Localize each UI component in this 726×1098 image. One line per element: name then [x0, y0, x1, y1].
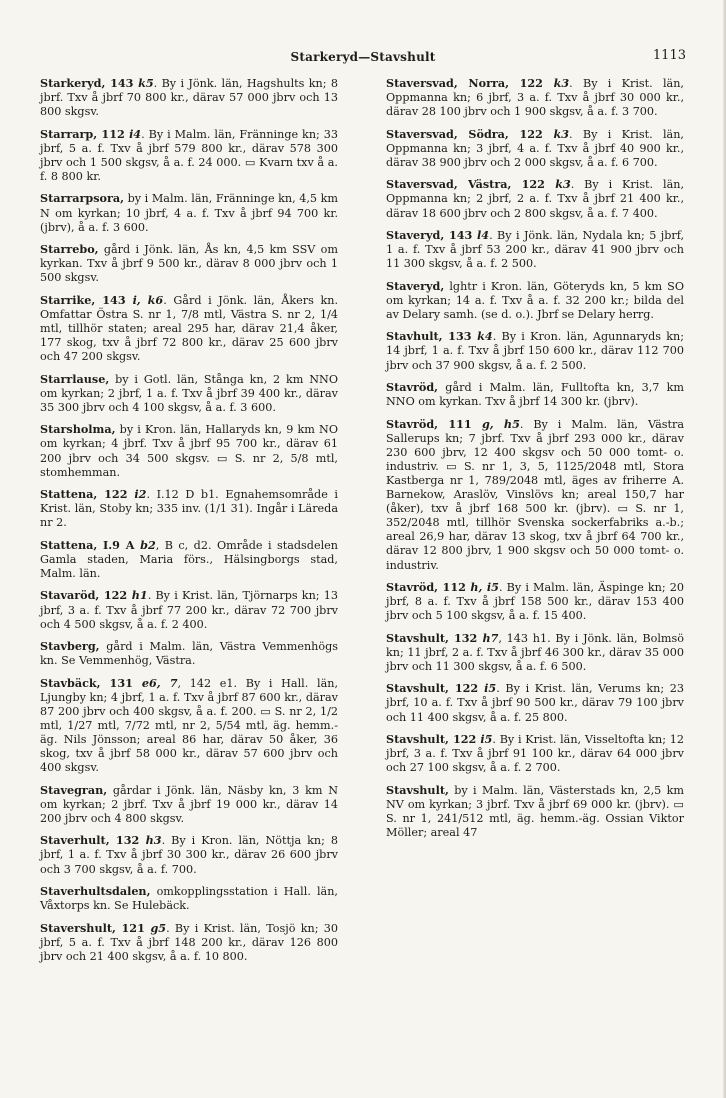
gazetteer-entry: [386, 127, 684, 170]
entry-headword: Staverhult, 132: [40, 833, 146, 848]
gazetteer-entry: [386, 631, 684, 674]
entry-map-ref: i5: [480, 732, 493, 747]
page-number: 1113: [652, 48, 686, 63]
entry-headword: Starkeryd, 143: [40, 76, 139, 90]
gazetteer-entry: [40, 676, 338, 776]
entry-map-ref: k4: [477, 329, 493, 344]
entry-headword: Stavshult,: [386, 782, 449, 797]
entry-headword: Staversvad, Norra, 122: [386, 76, 554, 90]
entry-text: . By i Krist. län, Tosjö kn; 30 jbrf, 5 a. f. Txv å jbrf 148 200 kr., därav 126 800 jbrv och 21 400 skgsv, å a. f. 10 800.: [40, 921, 339, 963]
entry-headword: Stavershult, 121: [40, 920, 151, 935]
entry-map-ref: i4: [129, 126, 142, 141]
entry-map-ref: h, i5: [470, 580, 499, 595]
entry-headword: Staversvad, Södra, 122: [386, 126, 554, 141]
gazetteer-entry: [40, 588, 338, 631]
entry-text: , B c, d2. Område i stadsdelen Gamla staden, Maria förs., Hälsingborgs stad, Malm. län.: [40, 538, 338, 580]
gazetteer-entry: [40, 191, 338, 234]
entry-text: . I.12 D b1. Egnahemsområde i Krist. län, Stoby kn; 335 inv. (1/1 31). Ingår i Läreda nr 2.: [40, 488, 338, 530]
gazetteer-entry: [386, 417, 684, 573]
left-column: [40, 76, 338, 971]
entry-map-ref: h3: [145, 833, 162, 848]
gazetteer-entry: [386, 76, 684, 119]
entry-text: by i Kron. län, Hallaryds kn, 9 km NO om kyrkan; 4 jbrf. Txv å jbrf 95 700 kr., därav 61 200 jbrv och 34 500 skgsv. ▭ S. nr 2, 5/8 mtl, stomhemman.: [40, 423, 338, 479]
gazetteer-entry: [386, 329, 684, 372]
entry-map-ref: l4: [477, 228, 490, 243]
gazetteer-entry: [40, 487, 338, 530]
gazetteer-entry: [386, 580, 684, 623]
gazetteer-entry: [40, 127, 338, 184]
entry-text: . By i Malm. län, Västra Sallerups kn; 7 jbrf. Txv å jbrf 293 000 kr., därav 230 600 jbrv, 12 400 skgsv och 50 000 tomt- o. industriv. ▭ S. nr 1, 3, 5, 1125/2048 mtl, Stora Kastberga nr 1, 789/2048 mtl, äges av friherre A. Barnekow, Araslöv, Vinslövs kn; areal 150,7 har (åker), txv å jbrf 168 500 kr. (jbrv). ▭ S. nr 1, 352/2048 mtl, tillhör Svenska sockerfabriks a.-b.; areal 26,9 har, därav 13 skog, txv å jbrf 64 700 kr., därav 12 800 jbrv, 1 900 skgsv och 50 000 tomt- o. industriv.: [386, 417, 685, 572]
gazetteer-entry: [386, 783, 684, 840]
entry-headword: Starrike, 143: [40, 292, 133, 307]
entry-headword: Stavshult, 132: [386, 630, 483, 645]
entry-text: by i Gotl. län, Stånga kn, 2 km NNO om kyrkan; 2 jbrf, 1 a. f. Txv å jbrf 39 400 kr., därav 35 300 jbrv och 4 100 skgsv, å a. f. 3 600.: [40, 372, 338, 414]
gazetteer-entry: [40, 884, 338, 913]
entry-text: . By i Krist. län, Oppmanna kn; 6 jbrf, 3 a. f. Txv å jbrf 30 000 kr., därav 28 100 jbrv och 1 900 skgsv, å a. f. 3 700.: [386, 77, 684, 119]
entry-headword: Stavberg,: [40, 639, 100, 654]
entry-text: . By i Krist. län, Oppmanna kn; 3 jbrf, 4 a. f. Txv å jbrf 40 900 kr., därav 38 900 jbrv och 2 000 skgsv, å a. f. 6 700.: [386, 127, 684, 169]
entry-text: . By i Krist. län, Visseltofta kn; 12 jbrf, 3 a. f. Txv å jbrf 91 100 kr., därav 64 000 jbrv och 27 100 skgsv, å a. f. 2 700.: [386, 733, 684, 775]
entry-map-ref: b2: [140, 537, 156, 552]
entry-headword: Stavaröd, 122: [40, 588, 132, 603]
gazetteer-entry: [40, 76, 338, 119]
entry-headword: Stavegran,: [40, 782, 108, 797]
entry-headword: Stavshult, 122: [386, 732, 481, 747]
entry-headword: Staveryd, 143: [386, 228, 478, 243]
entry-text: . By i Kron. län, Nöttja kn; 8 jbrf, 1 a. f. Txv å jbrf 30 300 kr., därav 26 600 jbrv och 3 700 skgsv, å a. f. 700.: [40, 834, 339, 876]
entry-map-ref: i5: [484, 681, 497, 696]
gazetteer-entry: [386, 279, 684, 322]
entry-text: , 143 h1. By i Jönk. län, Bolmsö kn; 11 jbrf, 2 a. f. Txv å jbrf 46 300 kr., därav 35 000 jbrv och 11 300 skgsv, å a. f. 6 500.: [386, 631, 684, 673]
entry-headword: Stavbäck, 131: [40, 675, 142, 690]
entry-map-ref: i2: [134, 487, 147, 502]
entry-text: . By i Krist. län, Oppmanna kn; 2 jbrf, 2 a. f. Txv å jbrf 21 400 kr., därav 18 600 jbrv och 2 800 skgsv, å a. f. 7 400.: [386, 178, 684, 220]
entry-text: gård i Jönk. län, Ås kn, 4,5 km SSV om kyrkan. Txv å jbrf 9 500 kr., därav 8 000 jbrv och 1 500 skgsv.: [40, 243, 338, 285]
gazetteer-entry: [40, 639, 338, 668]
gazetteer-entry: [40, 783, 338, 826]
running-head: Starkeryd—Stavshult: [290, 50, 436, 64]
entry-headword: Staversvad, Västra, 122: [386, 177, 556, 192]
entry-text: lghtr i Kron. län, Göteryds kn, 5 km SO om kyrkan; 14 a. f. Txv å a. f. 32 200 kr.; bilda del av Delary samh. (se d. o.). Jbrf se Delary herrg.: [386, 279, 684, 321]
entry-text: . Gård i Jönk. län, Åkers kn. Omfattar Östra S. nr 1, 7/8 mtl, Västra S. nr 2, 1/4 mtl, tillhör staten; areal 295 har, därav 21,4 åker, 177 skog, txv å jbrf 72 800 kr., därav 25 600 jbrv och 47 200 skgsv.: [40, 293, 339, 364]
entry-text: . By i Krist. län, Tjörnarps kn; 13 jbrf, 3 a. f. Txv å jbrf 77 200 kr., därav 72 700 jbrv och 4 500 skgsv, å a. f. 2 400.: [40, 589, 338, 631]
entry-headword: Starsholma,: [40, 422, 116, 437]
entry-text: . By i Malm. län, Äspinge kn; 20 jbrf, 8 a. f. Txv å jbrf 158 500 kr., därav 153 400 jbrv och 5 100 skgsv, å a. f. 15 400.: [386, 581, 685, 623]
gazetteer-entry: [386, 681, 684, 724]
gazetteer-entry: [40, 538, 338, 581]
entry-headword: Staverhultsdalen,: [40, 884, 151, 899]
entry-map-ref: g, h5: [481, 416, 520, 431]
entry-headword: Stavhult, 133: [386, 329, 478, 344]
entry-map-ref: g5: [150, 920, 167, 935]
entry-headword: Starrebo,: [40, 242, 99, 257]
entry-text: . By i Kron. län, Agunnaryds kn; 14 jbrf, 1 a. f. Txv å jbrf 150 600 kr., därav 112 700 jbrv och 37 900 skgsv, å a. f. 2 500.: [386, 330, 684, 372]
entry-text: . By i Jönk. län, Hagshults kn; 8 jbrf. Txv å jbrf 70 800 kr., därav 57 000 jbrv och 13 800 skgsv.: [40, 77, 338, 119]
gazetteer-entry: [40, 833, 338, 876]
entry-headword: Staveryd,: [386, 278, 445, 293]
entry-map-ref: i, k6: [132, 292, 164, 307]
gazetteer-entry: [386, 228, 684, 271]
entry-headword: Starrarpsora,: [40, 191, 125, 206]
gazetteer-entry: [40, 372, 338, 415]
entry-map-ref: k3: [553, 76, 570, 90]
entry-map-ref: h7: [482, 630, 499, 645]
entry-map-ref: h1: [131, 588, 148, 603]
gazetteer-entry: [40, 921, 338, 964]
entry-headword: Stattena, 122: [40, 487, 135, 502]
gazetteer-entry: [40, 422, 338, 479]
entry-headword: Stattena, I.9 A: [40, 537, 141, 552]
gazetteer-entry: [386, 177, 684, 220]
entry-text: . By i Jönk. län, Nydala kn; 5 jbrf, 1 a. f. Txv å jbrf 53 200 kr., därav 41 900 jbrv och 11 300 skgsv, å a. f. 2 500.: [386, 229, 685, 271]
entry-text: . By i Malm. län, Fränninge kn; 33 jbrf, 5 a. f. Txv å jbrf 579 800 kr., därav 578 300 jbrv och 1 500 skgsv, å a. f. 24 000. ▭ Kvarn txv å a. f. 8 800 kr.: [40, 127, 338, 183]
gazetteer-entry: [386, 380, 684, 409]
right-column: [386, 76, 684, 847]
entry-text: by i Malm. län, Västerstads kn, 2,5 km NV om kyrkan; 3 jbrf. Txv å jbrf 69 000 kr. (jbrv). ▭ S. nr 1, 241/512 mtl, äg. hemm.-äg. Ossian Viktor Möller; areal 47: [386, 783, 684, 839]
entry-headword: Stavröd, 111: [386, 416, 482, 431]
entry-text: by i Malm. län, Fränninge kn, 4,5 km N om kyrkan; 10 jbrf, 4 a. f. Txv å jbrf 94 700 kr. (jbrv), å a. f. 3 600.: [40, 192, 338, 234]
entry-text: gård i Malm. län, Fulltofta kn, 3,7 km NNO om kyrkan. Txv å jbrf 14 300 kr. (jbrv).: [386, 381, 684, 409]
gazetteer-entry: [40, 293, 338, 364]
gazetteer-entry: [40, 242, 338, 285]
entry-text: , 142 e1. By i Hall. län, Ljungby kn; 4 jbrf, 1 a. f. Txv å jbrf 87 600 kr., därav 87 200 jbrv och 400 skgsv, å a. f. 200. ▭ S. nr 2, 1/2 mtl, 1/27 mtl, 7/72 mtl, nr 2, 5/54 mtl, äg. hemm.-äg. Nils Jönsson; areal 86 har, därav 50 åker, 36 skog, txv å jbrf 58 000 kr., därav 57 600 jbrv och 400 skgsv.: [40, 676, 338, 775]
entry-headword: Stavröd,: [386, 380, 439, 395]
entry-text: gårdar i Jönk. län, Näsby kn, 3 km N om kyrkan; 2 jbrf. Txv å jbrf 19 000 kr., därav 14 200 jbrv och 4 800 skgsv.: [40, 783, 338, 825]
entry-text: omkopplingsstation i Hall. län, Våxtorps kn. Se Hulebäck.: [40, 885, 338, 913]
entry-map-ref: k3: [555, 177, 571, 192]
entry-map-ref: k5: [138, 76, 154, 90]
entry-headword: Stavshult, 122: [386, 681, 485, 696]
entry-headword: Starrlause,: [40, 371, 110, 386]
entry-text: gård i Malm. län, Västra Vemmenhögs kn. Se Vemmenhög, Västra.: [40, 640, 338, 668]
gazetteer-entry: [386, 732, 684, 775]
entry-map-ref: e6, 7: [141, 675, 178, 690]
entry-map-ref: k3: [553, 126, 570, 141]
entry-text: . By i Krist. län, Verums kn; 23 jbrf, 10 a. f. Txv å jbrf 90 500 kr., därav 79 100 jbrv och 11 400 skgsv, å a. f. 25 800.: [386, 682, 684, 724]
entry-headword: Starrarp, 112: [40, 126, 130, 141]
entry-headword: Stavröd, 112: [386, 580, 471, 595]
